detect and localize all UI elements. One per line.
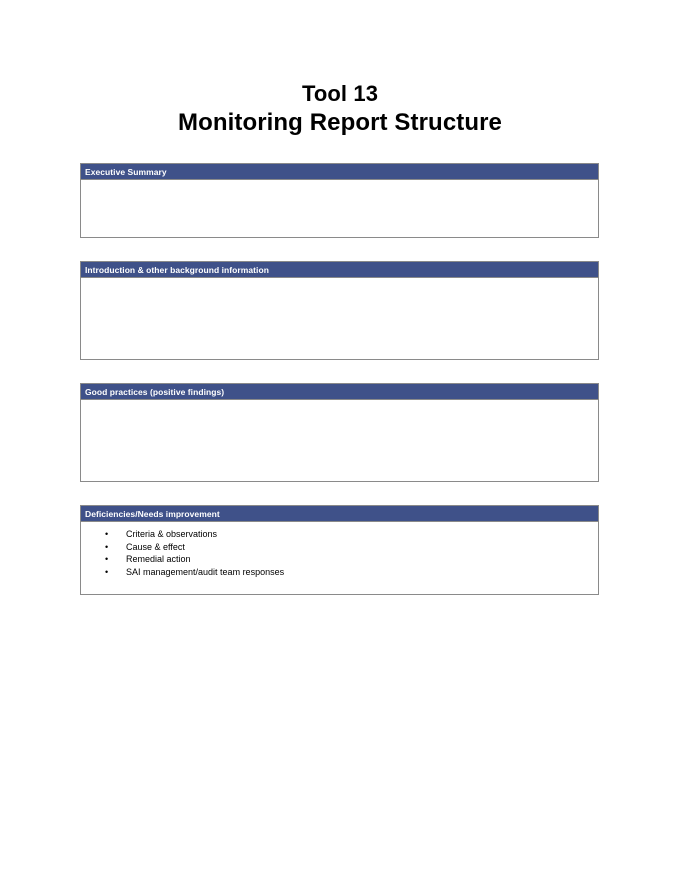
list-item (81, 541, 598, 554)
page-title (0, 80, 680, 138)
bullet-icon: • (105, 541, 109, 552)
section-header-label: Good practices (positive findings) (85, 386, 225, 397)
deficiency-bullet-list (81, 528, 598, 578)
list-item-label: SAI management/audit team responses (126, 566, 285, 577)
section-header-label: Introduction & other background information (85, 264, 269, 275)
bullet-icon: • (105, 529, 109, 539)
section-header-label: Deficiencies/Needs improvement (85, 508, 220, 519)
section-body-introduction[interactable] (81, 278, 598, 359)
section-body-deficiencies (81, 522, 598, 594)
list-item (81, 566, 598, 579)
bullet-icon: • (105, 554, 109, 565)
list-item-label: Cause & effect (126, 541, 185, 552)
section-body-executive-summary[interactable] (81, 180, 598, 237)
section-header-executive-summary (81, 164, 598, 180)
list-item (81, 528, 598, 541)
section-introduction (80, 261, 599, 360)
section-good-practices (80, 383, 599, 482)
list-item (81, 553, 598, 566)
section-header-good-practices (81, 384, 598, 400)
section-body-good-practices[interactable] (81, 400, 598, 481)
section-header-introduction (81, 262, 598, 278)
section-executive-summary (80, 163, 599, 238)
section-header-label: Executive Summary (85, 166, 167, 177)
section-header-deficiencies (81, 506, 598, 522)
title-line-subject: Monitoring Report Structure (177, 109, 503, 136)
list-item-label: Criteria & observations (126, 529, 218, 539)
section-deficiencies (80, 505, 599, 595)
list-item-label: Remedial action (126, 554, 191, 565)
title-line-tool-number: Tool 13 (301, 81, 379, 106)
bullet-icon: • (105, 566, 109, 577)
